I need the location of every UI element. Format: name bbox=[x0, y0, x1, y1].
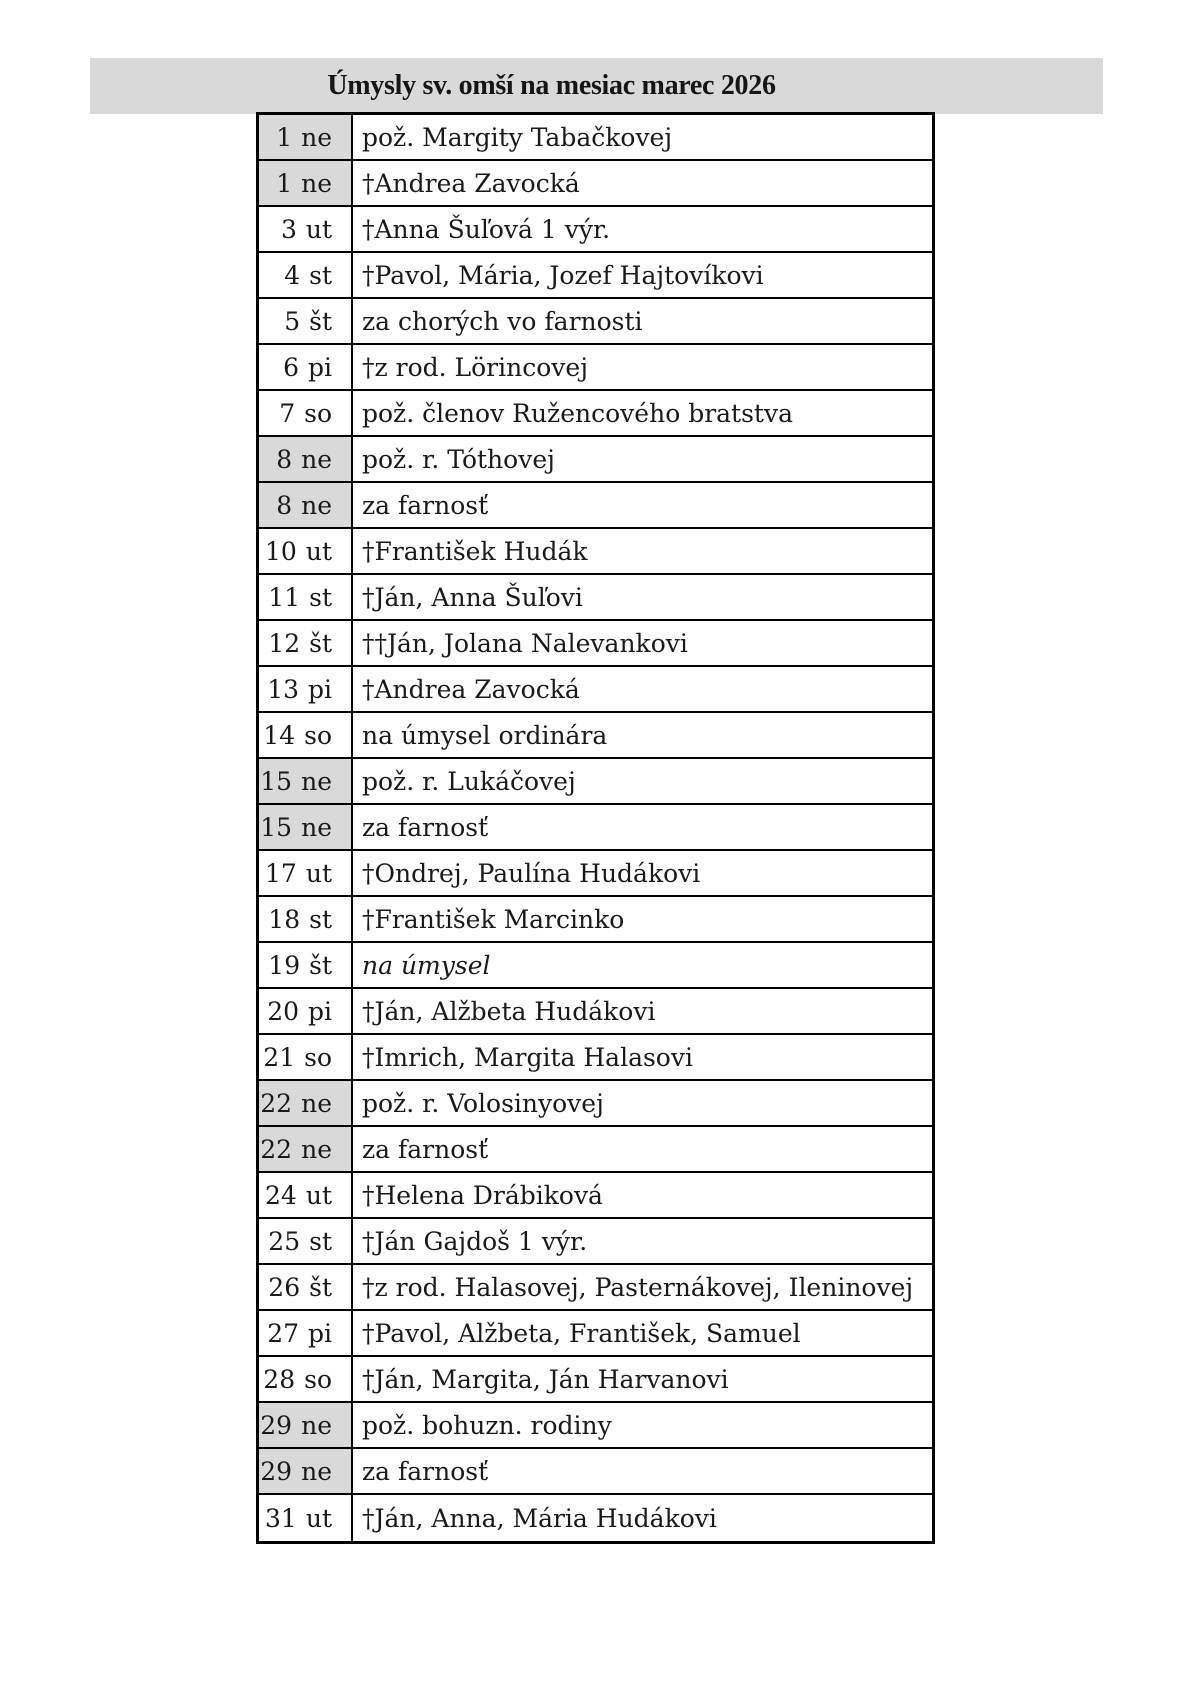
day-number: 25 bbox=[268, 1226, 301, 1256]
weekday-abbrev: št bbox=[309, 628, 332, 658]
table-row bbox=[259, 161, 932, 207]
day-cell bbox=[259, 1035, 353, 1079]
weekday-abbrev: pi bbox=[308, 996, 332, 1026]
day-number: 11 bbox=[268, 582, 301, 612]
intention-cell: †Pavol, Mária, Jozef Hajtovíkovi bbox=[362, 260, 764, 290]
day-number: 28 bbox=[263, 1364, 296, 1394]
weekday-abbrev: ut bbox=[305, 858, 332, 888]
table-row bbox=[259, 1357, 932, 1403]
day-number: 29 bbox=[260, 1456, 293, 1486]
day-cell bbox=[259, 1265, 353, 1309]
weekday-abbrev: ne bbox=[301, 1456, 332, 1486]
weekday-abbrev: ut bbox=[305, 536, 332, 566]
intention-cell: †Anna Šuľová 1 výr. bbox=[362, 214, 611, 244]
day-cell bbox=[259, 115, 353, 159]
table-row bbox=[259, 1081, 932, 1127]
day-cell bbox=[259, 1495, 353, 1541]
weekday-abbrev: št bbox=[309, 1272, 332, 1302]
table-row bbox=[259, 989, 932, 1035]
intention-cell: pož. členov Ružencového bratstva bbox=[362, 398, 794, 428]
day-cell bbox=[259, 989, 353, 1033]
weekday-abbrev: pi bbox=[308, 352, 332, 382]
day-cell bbox=[259, 759, 353, 803]
day-cell bbox=[259, 943, 353, 987]
table-row bbox=[259, 1127, 932, 1173]
day-cell bbox=[259, 713, 353, 757]
day-cell bbox=[259, 1127, 353, 1171]
weekday-abbrev: so bbox=[304, 720, 332, 750]
day-number: 1 bbox=[276, 122, 293, 152]
table-row bbox=[259, 713, 932, 759]
weekday-abbrev: št bbox=[309, 950, 332, 980]
day-cell bbox=[259, 1081, 353, 1125]
intention-cell: †Ondrej, Paulína Hudákovi bbox=[362, 858, 701, 888]
day-number: 6 bbox=[283, 352, 299, 382]
weekday-abbrev: so bbox=[304, 1364, 332, 1394]
table-row bbox=[259, 253, 932, 299]
table-row bbox=[259, 1265, 932, 1311]
day-cell bbox=[259, 1311, 353, 1355]
intention-cell: †z rod. Halasovej, Pasternákovej, Ileninovej bbox=[362, 1272, 914, 1302]
day-cell bbox=[259, 1449, 353, 1493]
table-row bbox=[259, 943, 932, 989]
day-cell bbox=[259, 1173, 353, 1217]
intention-cell: za chorých vo farnosti bbox=[362, 306, 643, 336]
weekday-abbrev: st bbox=[309, 260, 332, 290]
table-row bbox=[259, 621, 932, 667]
day-cell bbox=[259, 621, 353, 665]
table-row bbox=[259, 805, 932, 851]
day-cell bbox=[259, 851, 353, 895]
intention-cell: †Ján, Alžbeta Hudákovi bbox=[362, 996, 656, 1026]
day-cell bbox=[259, 1219, 353, 1263]
day-cell bbox=[259, 299, 353, 343]
weekday-abbrev: ne bbox=[301, 122, 332, 152]
day-number: 15 bbox=[260, 766, 293, 796]
intention-cell: na úmysel bbox=[362, 950, 491, 980]
day-cell bbox=[259, 575, 353, 619]
intention-cell: †Helena Drábiková bbox=[362, 1180, 603, 1210]
intention-cell: †Ján, Margita, Ján Harvanovi bbox=[362, 1364, 729, 1394]
table-row bbox=[259, 1403, 932, 1449]
weekday-abbrev: št bbox=[309, 306, 332, 336]
table-row bbox=[259, 115, 932, 161]
day-number: 5 bbox=[284, 306, 301, 336]
intention-cell: pož. bohuzn. rodiny bbox=[362, 1410, 612, 1440]
weekday-abbrev: ne bbox=[301, 1410, 332, 1440]
intention-cell: za farnosť bbox=[362, 812, 489, 842]
weekday-abbrev: st bbox=[309, 904, 332, 934]
intention-cell: na úmysel ordinára bbox=[362, 720, 608, 750]
table-row bbox=[259, 1495, 932, 1541]
weekday-abbrev: st bbox=[309, 1226, 332, 1256]
weekday-abbrev: ne bbox=[301, 490, 332, 520]
day-number: 20 bbox=[267, 996, 299, 1026]
day-number: 19 bbox=[268, 950, 301, 980]
day-number: 14 bbox=[263, 720, 296, 750]
table-row bbox=[259, 529, 932, 575]
weekday-abbrev: pi bbox=[308, 674, 332, 704]
intention-cell: †z rod. Lörincovej bbox=[362, 352, 588, 382]
weekday-abbrev: ut bbox=[305, 214, 332, 244]
day-number: 24 bbox=[265, 1180, 297, 1210]
day-number: 31 bbox=[265, 1503, 297, 1533]
table-row bbox=[259, 575, 932, 621]
weekday-abbrev: so bbox=[304, 1042, 332, 1072]
table-row bbox=[259, 207, 932, 253]
day-number: 26 bbox=[268, 1272, 301, 1302]
intention-cell: za farnosť bbox=[362, 1134, 489, 1164]
intention-cell: pož. Margity Tabačkovej bbox=[362, 122, 673, 152]
day-number: 21 bbox=[263, 1042, 296, 1072]
intention-cell: †František Marcinko bbox=[362, 904, 625, 934]
weekday-abbrev: pi bbox=[308, 1318, 332, 1348]
intention-cell: †Andrea Zavocká bbox=[362, 168, 580, 198]
table-row bbox=[259, 437, 932, 483]
day-cell bbox=[259, 391, 353, 435]
weekday-abbrev: ne bbox=[301, 766, 332, 796]
page-title: Úmysly sv. omší na mesiac marec 2026 bbox=[327, 70, 776, 101]
intention-cell: za farnosť bbox=[362, 490, 489, 520]
day-number: 12 bbox=[268, 628, 301, 658]
intention-cell: †Imrich, Margita Halasovi bbox=[362, 1042, 693, 1072]
table-row bbox=[259, 1219, 932, 1265]
day-number: 27 bbox=[267, 1318, 299, 1348]
intention-cell: ††Ján, Jolana Nalevankovi bbox=[362, 628, 688, 658]
day-number: 29 bbox=[260, 1410, 293, 1440]
day-cell bbox=[259, 667, 353, 711]
day-number: 18 bbox=[268, 904, 301, 934]
day-number: 15 bbox=[260, 812, 293, 842]
day-number: 13 bbox=[267, 674, 299, 704]
mass-intentions-table bbox=[256, 112, 935, 1544]
title-bar bbox=[90, 58, 1103, 114]
day-cell bbox=[259, 207, 353, 251]
weekday-abbrev: st bbox=[309, 582, 332, 612]
weekday-abbrev: ne bbox=[301, 168, 332, 198]
intention-cell: pož. r. Lukáčovej bbox=[362, 766, 576, 796]
table-row bbox=[259, 299, 932, 345]
day-number: 1 bbox=[276, 168, 293, 198]
table-row bbox=[259, 1173, 932, 1219]
day-number: 8 bbox=[276, 490, 293, 520]
weekday-abbrev: ut bbox=[305, 1503, 332, 1533]
weekday-abbrev: so bbox=[304, 398, 332, 428]
intention-cell: †František Hudák bbox=[362, 536, 588, 566]
day-cell bbox=[259, 897, 353, 941]
table-row bbox=[259, 483, 932, 529]
weekday-abbrev: ne bbox=[301, 812, 332, 842]
table-row bbox=[259, 667, 932, 713]
intention-cell: †Ján, Anna, Mária Hudákovi bbox=[362, 1503, 717, 1533]
day-number: 17 bbox=[265, 858, 297, 888]
intention-cell: za farnosť bbox=[362, 1456, 489, 1486]
intention-cell: pož. r. Volosinyovej bbox=[362, 1088, 604, 1118]
day-cell bbox=[259, 345, 353, 389]
day-number: 7 bbox=[279, 398, 296, 428]
day-cell bbox=[259, 161, 353, 205]
table-row bbox=[259, 1035, 932, 1081]
day-cell bbox=[259, 805, 353, 849]
day-number: 8 bbox=[276, 444, 293, 474]
weekday-abbrev: ne bbox=[301, 444, 332, 474]
table-row bbox=[259, 1449, 932, 1495]
intention-cell: †Andrea Zavocká bbox=[362, 674, 580, 704]
intention-cell: pož. r. Tóthovej bbox=[362, 444, 555, 474]
intention-cell: †Pavol, Alžbeta, František, Samuel bbox=[362, 1318, 801, 1348]
day-cell bbox=[259, 1403, 353, 1447]
intention-cell: †Ján, Anna Šuľovi bbox=[362, 582, 583, 612]
table-row bbox=[259, 897, 932, 943]
table-row bbox=[259, 759, 932, 805]
day-number: 22 bbox=[260, 1088, 293, 1118]
day-number: 10 bbox=[265, 536, 297, 566]
day-cell bbox=[259, 437, 353, 481]
table-row bbox=[259, 345, 932, 391]
day-cell bbox=[259, 483, 353, 527]
intention-cell: †Ján Gajdoš 1 výr. bbox=[362, 1226, 588, 1256]
weekday-abbrev: ne bbox=[301, 1134, 332, 1164]
table-row bbox=[259, 391, 932, 437]
day-number: 3 bbox=[280, 214, 297, 244]
table-row bbox=[259, 1311, 932, 1357]
weekday-abbrev: ut bbox=[305, 1180, 332, 1210]
day-cell bbox=[259, 529, 353, 573]
day-cell bbox=[259, 1357, 353, 1401]
day-cell bbox=[259, 253, 353, 297]
day-number: 4 bbox=[284, 260, 301, 290]
day-number: 22 bbox=[260, 1134, 293, 1164]
weekday-abbrev: ne bbox=[301, 1088, 332, 1118]
table-row bbox=[259, 851, 932, 897]
